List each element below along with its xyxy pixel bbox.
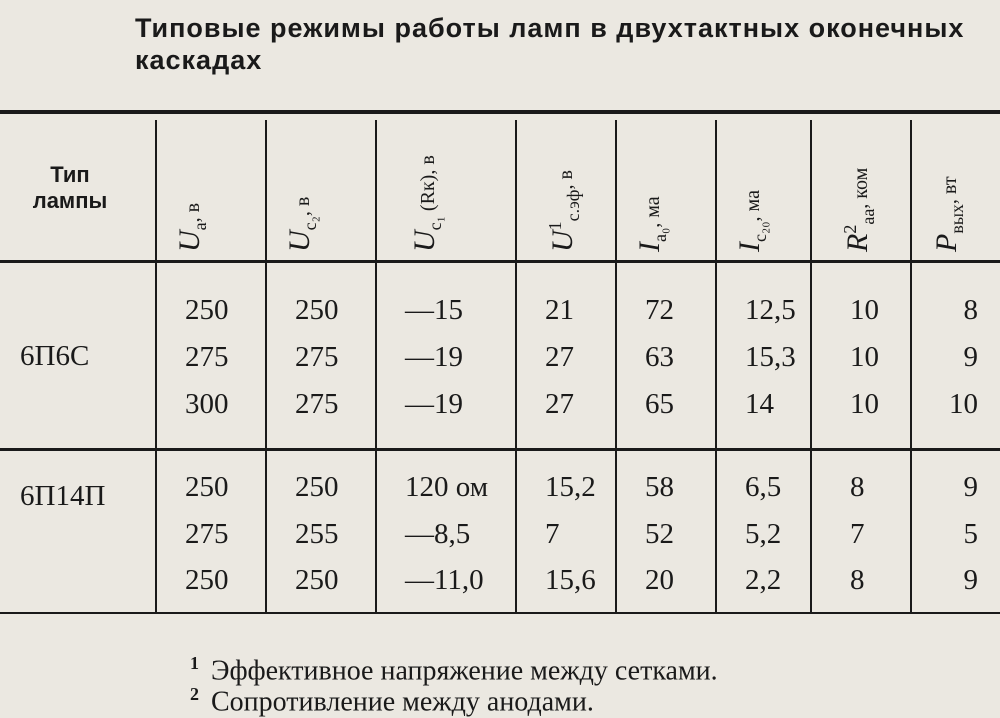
table-cell: 8 xyxy=(850,471,865,503)
table-cell: 72 xyxy=(645,294,674,326)
table-cell: 250 xyxy=(185,564,229,596)
column-header-8 xyxy=(930,176,967,252)
table-cell: 15,2 xyxy=(545,471,596,503)
table-cell: 9 xyxy=(963,471,978,503)
table-cell: 255 xyxy=(295,518,339,550)
bottom-rule xyxy=(0,612,1000,614)
column-header-6 xyxy=(733,190,770,252)
table-cell: 6,5 xyxy=(745,471,782,503)
header-symbol: R xyxy=(841,233,874,252)
top-rule xyxy=(0,110,1000,114)
table-cell: 27 xyxy=(545,388,574,420)
table-cell: 2,2 xyxy=(745,564,782,596)
header-footnote-mark: 2 xyxy=(840,224,860,234)
column-divider xyxy=(910,120,912,612)
column-divider xyxy=(810,120,812,612)
table-cell: —19 xyxy=(405,341,463,373)
table-cell: 8 xyxy=(850,564,865,596)
header-subscript: с.эф xyxy=(563,189,583,222)
table-cell: 14 xyxy=(745,388,774,420)
header-symbol: U xyxy=(546,230,579,252)
column-divider xyxy=(615,120,617,612)
column-header-2 xyxy=(283,196,320,252)
table-title: Типовые режимы работы ламп в двухтактных оконечных каскадах xyxy=(135,13,965,75)
table-cell: 300 xyxy=(185,388,229,420)
footnote-2 xyxy=(190,678,594,718)
group-rule xyxy=(0,448,1000,451)
header-symbol: P xyxy=(930,233,963,252)
table-cell: 10 xyxy=(850,341,879,373)
column-divider xyxy=(155,120,157,612)
header-symbol: U xyxy=(173,230,206,252)
header-unit: , ком xyxy=(850,167,872,209)
lamp-type-label: 6П6С xyxy=(20,340,90,372)
table-cell: 275 xyxy=(295,388,339,420)
header-subscript: c₂ xyxy=(300,216,320,231)
header-subscript: aa xyxy=(858,208,878,225)
table-cell: 20 xyxy=(645,564,674,596)
table-cell: 250 xyxy=(295,294,339,326)
table-cell: 7 xyxy=(545,518,560,550)
column-divider xyxy=(515,120,517,612)
lamp-type-label: 6П14П xyxy=(20,480,106,512)
header-subscript: а xyxy=(190,222,210,231)
table-cell: 10 xyxy=(850,388,879,420)
header-footnote-mark: 1 xyxy=(545,221,565,231)
header-unit: , в xyxy=(555,170,577,190)
header-unit: , вт xyxy=(939,176,961,205)
header-symbol: U xyxy=(283,230,316,252)
header-unit: , ма xyxy=(642,196,664,228)
footnote-text: Сопротивление между анодами. xyxy=(211,686,594,718)
table-cell: —19 xyxy=(405,388,463,420)
header-subscript: вых xyxy=(947,204,967,234)
table-cell: —15 xyxy=(405,294,463,326)
table-cell: —11,0 xyxy=(405,564,484,596)
table-cell: 7 xyxy=(850,518,865,550)
header-subscript: a₀ xyxy=(650,227,670,242)
column-header-3 xyxy=(408,155,445,252)
table-cell: 52 xyxy=(645,518,674,550)
table-cell: 9 xyxy=(963,341,978,373)
header-rule xyxy=(0,260,1000,263)
column-header-7 xyxy=(835,167,878,252)
table-cell: 65 xyxy=(645,388,674,420)
footnote-mark: 2 xyxy=(190,684,199,704)
table-cell: 275 xyxy=(185,341,229,373)
table-cell: 10 xyxy=(850,294,879,326)
column-divider xyxy=(715,120,717,612)
table-cell: 63 xyxy=(645,341,674,373)
column-header-4 xyxy=(540,170,583,252)
header-unit: , в xyxy=(182,202,204,223)
header-lamp-type: Тип лампы xyxy=(32,162,108,213)
table-cell: 21 xyxy=(545,294,574,326)
table-cell: 15,6 xyxy=(545,564,596,596)
column-header-5 xyxy=(633,196,670,252)
table-cell: 9 xyxy=(963,564,978,596)
table-cell: 250 xyxy=(295,471,339,503)
header-symbol: I xyxy=(633,242,666,252)
table-cell: —8,5 xyxy=(405,518,471,550)
header-subscript: c₂₀ xyxy=(750,221,770,242)
table-cell: 12,5 xyxy=(745,294,796,326)
header-subscript: c₁ xyxy=(425,216,445,231)
header-symbol: I xyxy=(733,242,766,252)
footnote-mark: 1 xyxy=(190,653,199,673)
header-unit: , ма xyxy=(742,190,764,222)
header-unit: (Rк), в xyxy=(417,155,439,217)
table-cell: 10 xyxy=(949,388,978,420)
table-cell: 58 xyxy=(645,471,674,503)
table-cell: 250 xyxy=(185,294,229,326)
table-cell: 27 xyxy=(545,341,574,373)
table-cell: 275 xyxy=(185,518,229,550)
column-divider xyxy=(375,120,377,612)
table-cell: 250 xyxy=(295,564,339,596)
column-header-1 xyxy=(173,202,210,252)
table-cell: 5 xyxy=(963,518,978,550)
table-cell: 120 ом xyxy=(405,471,489,503)
column-divider xyxy=(265,120,267,612)
table-cell: 275 xyxy=(295,341,339,373)
table-cell: 8 xyxy=(963,294,978,326)
table-cell: 250 xyxy=(185,471,229,503)
table-cell: 5,2 xyxy=(745,518,782,550)
header-unit: , в xyxy=(292,196,314,217)
table-cell: 15,3 xyxy=(745,341,796,373)
header-symbol: U xyxy=(408,230,441,252)
footnote-text: Эффективное напряжение между сетками. xyxy=(211,655,718,687)
